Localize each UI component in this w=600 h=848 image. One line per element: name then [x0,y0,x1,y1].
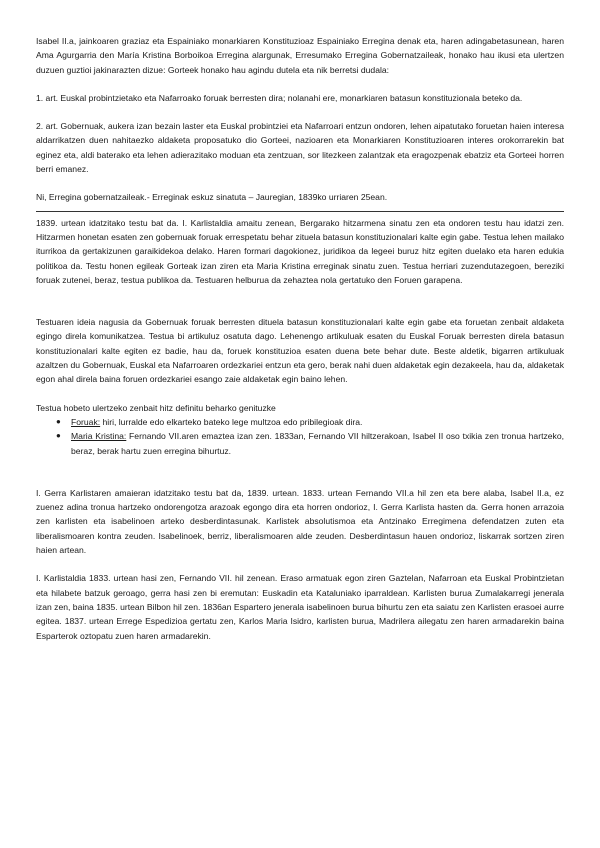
definitions-intro: Testua hobeto ulertzeko zenbait hitz definitu beharko genituzke [36,402,276,413]
analysis-paragraph-2: Testuaren ideia nagusia da Gobernuak foruak berresten dituela batasun konstituzionalari kalte egin gabe eta foruetan zenbait aldaketa egingo direla komunikatzea. Testua bi artikuluz osatuta dago. Lehenengo artikuluak esaten du Euskal Foruak berresten direla batasun konstituzionalari kalte egiten ez badie, hau da, foruek konstituzioa esaten duena bete behar dute. Beste aldetik, bigarren artikuluak azaltzen du Gobernuak, Euskal eta Nafarroaren ordezkariei entzun eta gero, berak nahi duen aldaketak egin dezakeela, hau da, aldaketak egon ahal direla baina foruen ordezkariei esango zaie aldaketak egin baino lehen. [36,317,564,385]
definition-item [36,429,564,458]
bullet-icon: ● [56,431,61,441]
context-paragraph-2: I. Karlistaldia 1833. urtean hasi zen, Fernando VII. hil zenean. Eraso armatuak egon ziren Gaztelan, Nafarroan eta Euskal Probintzietan eta hilabete batzuk geroago, gerra hasi zen bi eremutan: Euskadin eta Kataluniako iparraldean. Karlisten burua Zumalakarregi jenerala izan zen, baina 1835. urtean Bilbon hil zen. 1836an Espartero jenerala isabelinoen burua bihurtu zen eta saiatu zen Karlisten erasoei aurre egitea. 1837. urtean Errege Espedizioa gertatu zen, Karlos Maria Isidro, karlisten burua, Madrilera ailegatu zen haren armadarekin baina Esparterok oztopatu zuen haren armadarekin. [36,573,564,641]
definition-item [36,415,564,429]
context-paragraph-1: I. Gerra Karlistaren amaieran idatzitako testu bat da, 1839. urtean. 1833. urtean Fernando VII.a hil zen eta bere alaba, Isabel II.a, ez zuenez adina tronua hartzeko ondorengotza arazoak egongo dira eta horren ondorioz, I. Gerra Karlista hasten da. Gerra honen arrazoia zen karlisten eta isabelinoen arteko desberdintasunak. Karlistek absolutismoa eta Antzinako Erregimena defendatzen zuten eta liberalismoaren kontra zeuden. Isabelinoek, berriz, liberalismoaren alde zeuden. Desberdintasun hauen ondorioz, liskarrak sortzen ziren haien artean. [36,487,564,556]
decree-signature: Ni, Erregina gobernatzaileak.- Erreginak eskuz sinatuta – Jauregian, 1839ko urriaren 25ean. [36,192,388,203]
definition-term: Foruak: [71,416,101,427]
definition-text: Fernando VII.aren emaztea izan zen. 1833an, Fernando VII hiltzerakoan, Isabel II oso txikia zen tronua hartzeko, beraz, berak hartu zuen erregina bihurtuz. [71,431,565,456]
article-1: 1. art. Euskal probintzietako eta Nafarroako foruak berresten dira; nolanahi ere, monarkiaren batasun konstituzionala beteko da. [36,92,523,103]
section-divider [36,211,564,212]
article-2: 2. art. Gobernuak, aukera izan bezain laster eta Euskal probintziei eta Nafarroari entzun ondoren, lehen aipatutako foruetan haien interesa aldarrikatzen duen nahitaezko aldaketa proposatuko dio Gorteei, nazioaren eta Monarkiaren Konstituzioaren interes orokorrarekin bat eginez eta, aldi baterako eta lehen adierazitako moduan eta zentzuan, sor litezkeen zalantzak eta eragozpenak ebatziz eta Gorteei horren berri emanez. [36,121,564,175]
decree-intro: Isabel II.a, jainkoaren graziaz eta Espainiako monarkiaren Konstituzioaz Espainiako Erregina denak eta, haren adingabetasunean, haren Ama Agurgarria den María Kristina Borboikoa Erregina alargunak, Erresumako Erregina Gobernatzaileak, honako hau ikusi eta ulertzen duzuen guztioi jakinarazten dizue: Gorteek honako hau agindu dutela eta nik berretsi dudala: [36,36,564,75]
definition-text: hiri, lurralde edo elkarteko bateko lege multzoa edo pribilegioak dira. [100,416,363,427]
bullet-icon: ● [56,416,61,426]
definitions-list [36,415,564,458]
definition-term: Maria Kristina: [71,431,127,442]
analysis-paragraph-1: 1839. urtean idatzitako testu bat da. I. Karlistaldia amaitu zenean, Bergarako hitzarmena sinatu zen eta ondoren testu hau idatzi zen. Hitzarmen honetan esaten zen gobernuak foruak errespetatu behar zituela batasun konstituzionalari kalte egin gabe. Testua lehen mailako iturrikoa da gertakizunen garaikidekoa delako. Haren formari dagokionez, juridikoa da legeei buruz hitz egiten duelako eta haren edukia politikoa da. Testu honen egileak Gorteak izan ziren eta Maria Kristina erreginak sinatu zuen. Testua herriari zuzendutazegoen, bereziki foruak zutenei, beraz, testua publikoa da. Testuaren helburua da zehaztea nola gertatuko den Foruen garapena. [36,217,564,285]
document-page [36,34,564,643]
